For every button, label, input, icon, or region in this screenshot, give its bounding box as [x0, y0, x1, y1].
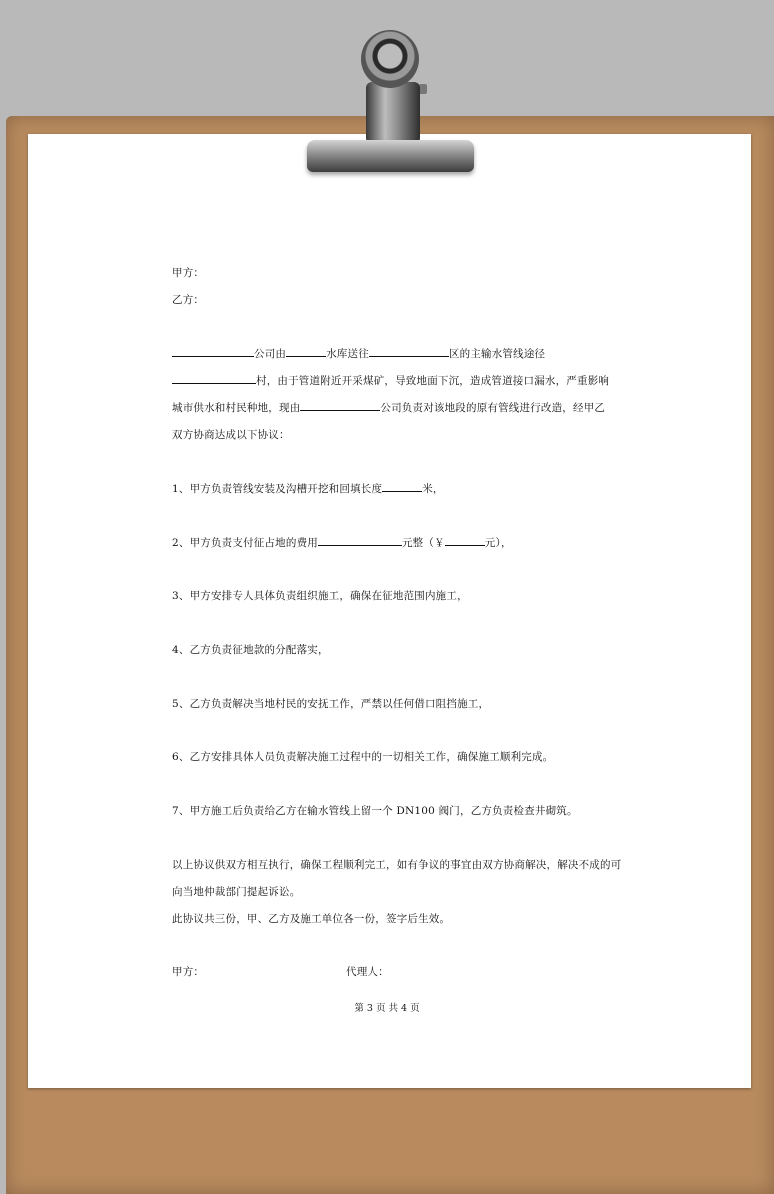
blank-reservoir — [286, 346, 326, 357]
page-number: 第 3 页 共 4 页 — [354, 1003, 420, 1014]
clause-2 — [172, 535, 512, 550]
clause-text: 2、甲方负责支付征占地的费用 — [172, 537, 318, 549]
clause-text: 元）， — [484, 537, 512, 549]
closing-paragraph-line-1: 以上协议供双方相互执行，确保工程顺利完工，如有争议的事宜由双方协商解决，解决不成的可 — [172, 859, 622, 871]
intro-line-2 — [172, 373, 609, 388]
intro-text: 公司负责对该地段的原有管线进行改造，经甲乙 — [380, 402, 606, 414]
signature-party-a: 甲方： — [172, 966, 205, 978]
clip-neck — [366, 82, 420, 144]
intro-text: 水库送往 — [326, 348, 369, 360]
intro-line-4: 双方协商达成以下协议： — [172, 429, 290, 441]
blank-village — [172, 373, 256, 384]
intro-text: 城市供水和村民种地，现由 — [172, 402, 301, 414]
clip-pin — [419, 84, 427, 94]
clause-text: 米， — [422, 483, 444, 495]
blank-contractor — [300, 400, 380, 411]
party-b-label: 乙方： — [172, 294, 205, 306]
party-a-label: 甲方： — [172, 267, 205, 279]
blank-fee — [318, 535, 402, 546]
intro-text: 公司由 — [254, 348, 287, 360]
clause-3: 3、甲方安排专人具体负责组织施工，确保在征地范围内施工， — [172, 590, 468, 602]
signature-agent: 代理人： — [346, 966, 389, 978]
clip-ring-icon — [361, 30, 419, 88]
clause-6: 6、乙方安排具体人员负责解决施工过程中的一切相关工作，确保施工顺利完成。 — [172, 751, 554, 763]
intro-text: 区的主输水管线途径 — [448, 348, 546, 360]
document-page — [28, 134, 751, 1088]
closing-paragraph-line-2: 向当地仲裁部门提起诉讼。 — [172, 886, 301, 898]
clause-4: 4、乙方负责征地款的分配落实， — [172, 644, 329, 656]
clause-1 — [172, 481, 444, 496]
intro-line-3 — [172, 400, 605, 415]
blank-length — [382, 481, 422, 492]
clause-text: 元整（￥ — [401, 537, 445, 549]
blank-district — [369, 346, 449, 357]
blank-fee-amount — [445, 535, 485, 546]
intro-text: 村，由于管道附近开采煤矿，导致地面下沉，造成管道接口漏水，严重影响 — [256, 375, 610, 387]
intro-line-1 — [172, 346, 545, 361]
clip-base — [307, 140, 474, 172]
clause-5: 5、乙方负责解决当地村民的安抚工作，严禁以任何借口阻挡施工， — [172, 698, 490, 710]
clause-text: 1、甲方负责管线安装及沟槽开挖和回填长度 — [172, 483, 383, 495]
clause-7: 7、甲方施工后负责给乙方在输水管线上留一个 DN100 阀门，乙方负责检查井砌筑。 — [172, 805, 578, 817]
blank-company — [172, 346, 254, 357]
closing-paragraph-2: 此协议共三份，甲、乙方及施工单位各一份，签字后生效。 — [172, 913, 451, 925]
